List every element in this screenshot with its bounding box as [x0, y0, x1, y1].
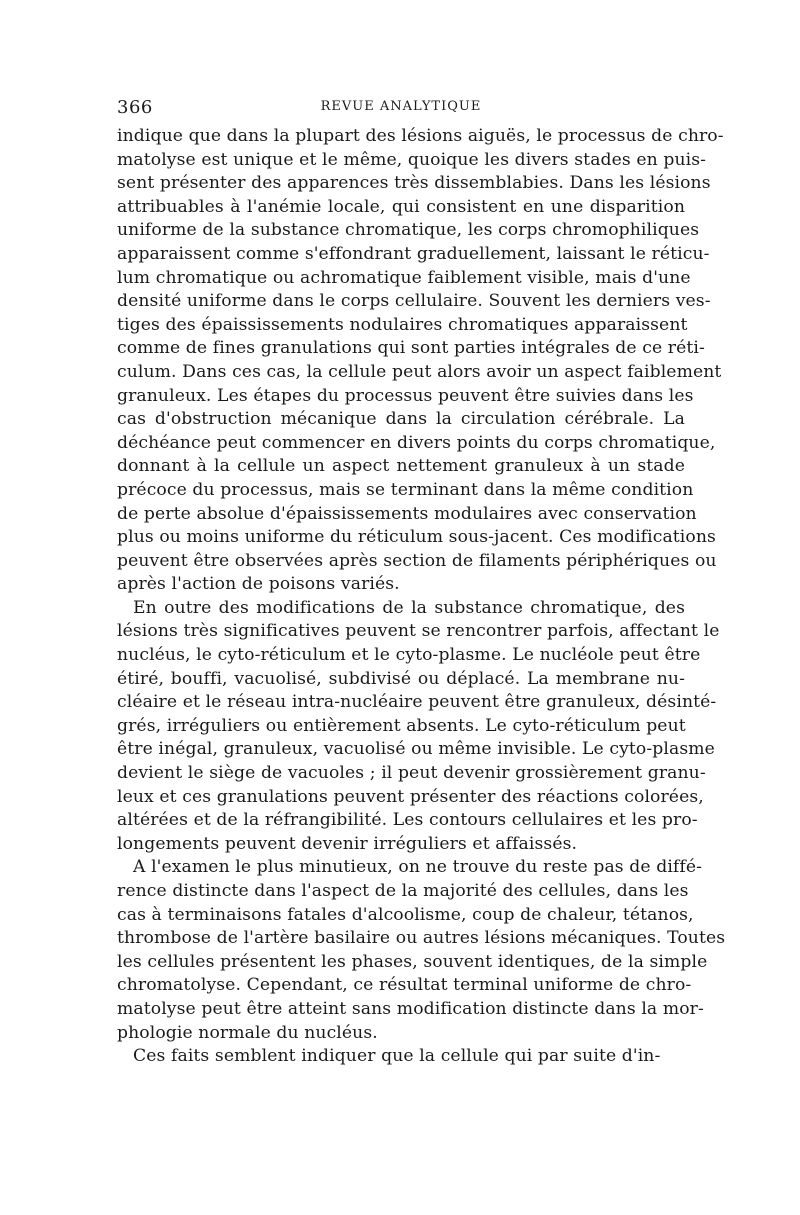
paragraph	[117, 597, 720, 857]
text-line: de perte absolue d'épaississements modulaires avec conservation	[117, 503, 697, 524]
text-line: déchéance peut commencer en divers points du corps chromatique,	[117, 432, 716, 453]
text-line: matolyse est unique et le même, quoique les divers stades en puis-	[117, 149, 707, 170]
text-line: sent présenter des apparences très dissemblabies. Dans les lésions	[117, 173, 711, 194]
page-number: 366	[117, 97, 153, 118]
text-line: tiges des épaississements nodulaires chromatiques apparaissent	[117, 314, 688, 335]
text-line: lum chromatique ou achromatique faiblement visible, mais d'une	[117, 267, 691, 288]
text-line: donnant à la cellule un aspect nettement granuleux à un stade	[117, 456, 685, 477]
text-line: être inégal, granuleux, vacuolisé ou même invisible. Le cyto-plasme	[117, 739, 715, 760]
text-line: étiré, bouffi, vacuolisé, subdivisé ou déplacé. La membrane nu-	[117, 668, 685, 689]
text-line: matolyse peut être atteint sans modification distincte dans la mor-	[117, 998, 704, 1019]
text-line: chromatolyse. Cependant, ce résultat terminal uniforme de chro-	[117, 975, 692, 996]
document-page	[117, 95, 726, 1069]
text-line: cas d'obstruction mécanique dans la circulation cérébrale. La	[117, 409, 685, 430]
text-line: cas à terminaisons fatales d'alcoolisme, coup de chaleur, tétanos,	[117, 904, 694, 925]
text-line: En outre des modifications de la substance chromatique, des	[133, 597, 685, 618]
text-line: comme de fines granulations qui sont parties intégrales de ce réti-	[117, 338, 705, 359]
paragraph	[117, 856, 726, 1045]
text-line: attribuables à l'anémie locale, qui consistent en une disparition	[117, 196, 685, 217]
text-line: lésions très significatives peuvent se rencontrer parfois, affectant le	[117, 621, 720, 642]
text-line: granuleux. Les étapes du processus peuvent être suivies dans les	[117, 385, 694, 406]
page-header	[117, 95, 685, 125]
text-line: plus ou moins uniforme du réticulum sous-jacent. Ces modifications	[117, 527, 716, 548]
text-line: après l'action de poisons variés.	[117, 574, 400, 595]
text-line: apparaissent comme s'effondrant graduellement, laissant le réticu-	[117, 243, 710, 264]
text-line: Ces faits semblent indiquer que la cellule qui par suite d'in-	[133, 1046, 661, 1067]
body-text	[117, 125, 726, 1069]
text-line: A l'examen le plus minutieux, on ne trouve du reste pas de diffé-	[133, 857, 703, 878]
text-line: peuvent être observées après section de filaments périphériques ou	[117, 550, 717, 571]
text-line: leux et ces granulations peuvent présenter des réactions colorées,	[117, 786, 704, 807]
text-line: cléaire et le réseau intra-nucléaire peuvent être granuleux, désinté-	[117, 692, 717, 713]
text-line: rence distincte dans l'aspect de la majorité des cellules, dans les	[117, 881, 689, 901]
text-line: indique que dans la plupart des lésions aiguës, le processus de chro-	[117, 126, 724, 146]
text-line: les cellules présentent les phases, souvent identiques, de la simple	[117, 951, 708, 972]
text-line: grés, irréguliers ou entièrement absents. Le cyto-réticulum peut	[117, 715, 686, 736]
text-line: altérées et de la réfrangibilité. Les contours cellulaires et les pro-	[117, 810, 698, 831]
text-line: précoce du processus, mais se terminant dans la même condition	[117, 479, 694, 500]
text-line: uniforme de la substance chromatique, les corps chromophiliques	[117, 220, 700, 241]
running-title: REVUE ANALYTIQUE	[320, 99, 482, 114]
text-line: longements peuvent devenir irréguliers et affaissés.	[117, 833, 578, 854]
text-line: nucléus, le cyto-réticulum et le cyto-plasme. Le nucléole peut être	[117, 645, 701, 666]
text-line: culum. Dans ces cas, la cellule peut alors avoir un aspect faiblement	[117, 361, 722, 382]
text-line: densité uniforme dans le corps cellulaire. Souvent les derniers ves-	[117, 291, 711, 312]
paragraph	[117, 1045, 685, 1069]
text-line: phologie normale du nucléus.	[117, 1022, 378, 1043]
paragraph	[117, 125, 724, 597]
text-line: thrombose de l'artère basilaire ou autres lésions mécaniques. Toutes	[117, 928, 726, 949]
text-line: devient le siège de vacuoles ; il peut devenir grossièrement granu-	[117, 763, 706, 784]
